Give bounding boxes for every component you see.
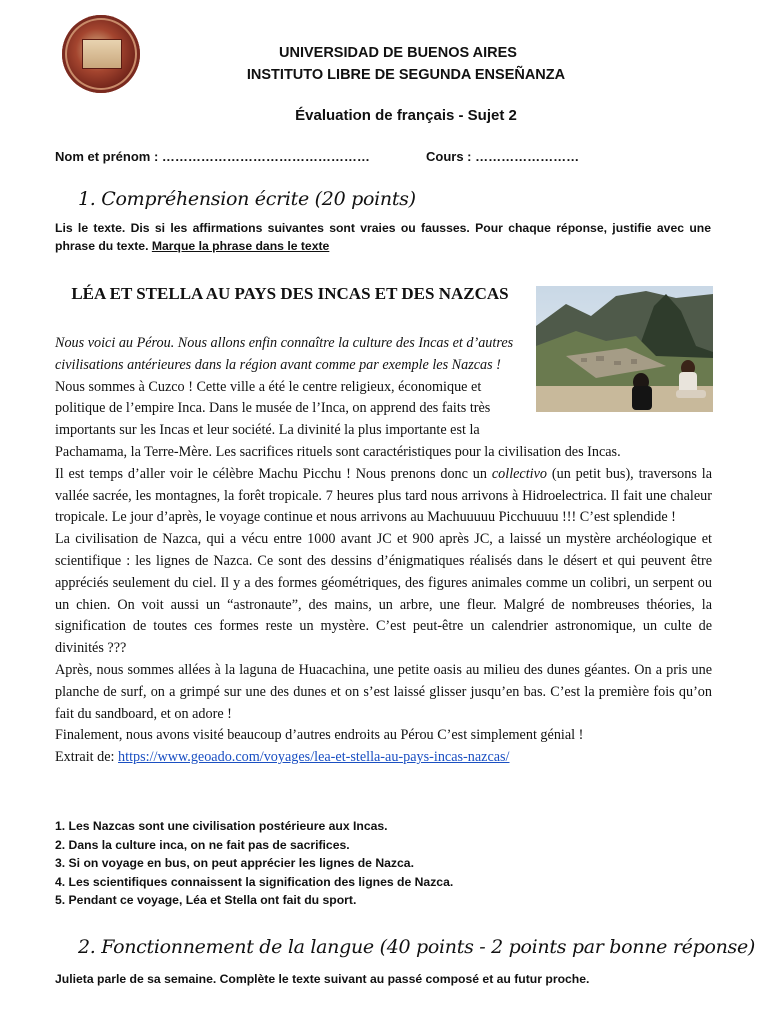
- paragraph-nazca: La civilisation de Nazca, qui a vécu entre 1000 avant JC et 900 après JC, a laissé un mystère archéologique et scientifique : les lignes de Nazca. Ce sont des dessins d’énigmatiques réalisés dans le désert et qui peuvent être appréciés seulement du ciel. Il y a des formes géométriques, des figures animales comme un colibri, un serpent ou un chien. On voit aussi un “astronaute”, des mains, un arbre, une fleur. Malgré de nombreuses théories, la signification de toutes ces formes reste un mystère. C’est peut-être un calendrier astronomique, un culte de divinités ???: [55, 531, 712, 657]
- article-body: [55, 442, 712, 769]
- section2-instructions: Julieta parle de sa semaine. Complète le texte suivant au passé composé et au futur proche.: [55, 972, 590, 986]
- statement-5: 5. Pendant ce voyage, Léa et Stella ont fait du sport.: [55, 893, 357, 907]
- university-name: UNIVERSIDAD DE BUENOS AIRES: [279, 45, 517, 61]
- instructions-text: Lis le texte. Dis si les affirmations suivantes sont vraies ou fausses. Pour chaque réponse, justifie avec une phrase du texte.: [55, 221, 711, 253]
- statement-2: 2. Dans la culture inca, on ne fait pas de sacrifices.: [55, 837, 350, 852]
- paragraph-pachamama: Pachamama, la Terre-Mère. Les sacrifices rituels sont caractéristiques pour la civilisation des Incas.: [55, 444, 621, 460]
- section2-heading: 2. Fonctionnement de la langue (40 points - 2 points par bonne réponse): [78, 936, 756, 958]
- source-line: [55, 747, 712, 769]
- article-title: LÉA ET STELLA AU PAYS DES INCAS ET DES NAZCAS: [71, 284, 509, 303]
- paragraph-machu-picchu: [55, 464, 712, 529]
- source-label: Extrait de:: [55, 749, 119, 766]
- p3-italic: collectivo: [491, 465, 548, 482]
- article-intro: [55, 333, 525, 442]
- student-fields: [55, 149, 580, 164]
- statement-1: 1. Les Nazcas sont une civilisation postérieure aux Incas.: [55, 819, 388, 833]
- name-field[interactable]: Nom et prénom : …………………………………………: [55, 149, 370, 164]
- statement-4: 4. Les scientifiques connaissent la signification des lignes de Nazca.: [55, 874, 454, 889]
- intro-line-1: Nous voici au Pérou. Nous allons enfin connaître la culture des Incas et d’autres: [55, 335, 514, 351]
- p3-start: Il est temps d’aller voir le célèbre Machu Picchu ! Nous prenons donc un: [55, 465, 492, 482]
- p3-end: (un petit bus), traversons la vallée sacrée, les montagnes, la forêt tropicale. 7 heures plus tard nous arrivons à Hidroelectrica. Il fait une chaleur tropicale. Le jour d’après, le voyage continue et nous arrivons au Machuuuuu Picchuuuu !!! C’est splendide !: [55, 465, 712, 526]
- section1-instructions: [55, 219, 711, 255]
- institute-name: INSTITUTO LIBRE DE SEGUNDA ENSEÑANZA: [246, 67, 566, 83]
- statement-3: 3. Si on voyage en bus, on peut apprécier les lignes de Nazca.: [55, 856, 414, 870]
- statements-list: [55, 817, 453, 910]
- intro-line-4: politique de l’empire Inca. Dans le musée de l’Inca, on apprend des faits très: [55, 400, 491, 417]
- machu-picchu-photo: [536, 286, 713, 412]
- section1-heading: 1. Compréhension écrite (20 points): [78, 188, 416, 210]
- exam-subject: Évaluation de français - Sujet 2: [295, 107, 517, 124]
- paragraph-huacachina: Après, nous sommes allées à la laguna de Huacachina, une petite oasis au milieu des dunes géantes. On a pris une planche de surf, on a grimpé sur une des dunes et on s’est laissé glisser jusqu’en bas. C’est la première fois qu’on fait du sandboard, et on adore !: [55, 661, 712, 722]
- instructions-underlined: Marque la phrase dans le texte: [151, 239, 330, 253]
- source-link[interactable]: https://www.geoado.com/voyages/lea-et-stella-au-pays-incas-nazcas/: [118, 749, 510, 766]
- intro-line-3: Nous sommes à Cuzco ! Cette ville a été le centre religieux, économique et: [55, 378, 482, 395]
- paragraph-conclusion: Finalement, nous avons visité beaucoup d’autres endroits au Pérou C’est simplement génial !: [55, 727, 584, 744]
- course-field[interactable]: Cours : ……………………: [426, 149, 580, 164]
- intro-line-5: importants sur les Incas et leur société. La divinité la plus importante est la: [55, 422, 480, 439]
- intro-line-2: civilisations antérieures dans la région avant comme par exemple les Nazcas !: [55, 356, 501, 373]
